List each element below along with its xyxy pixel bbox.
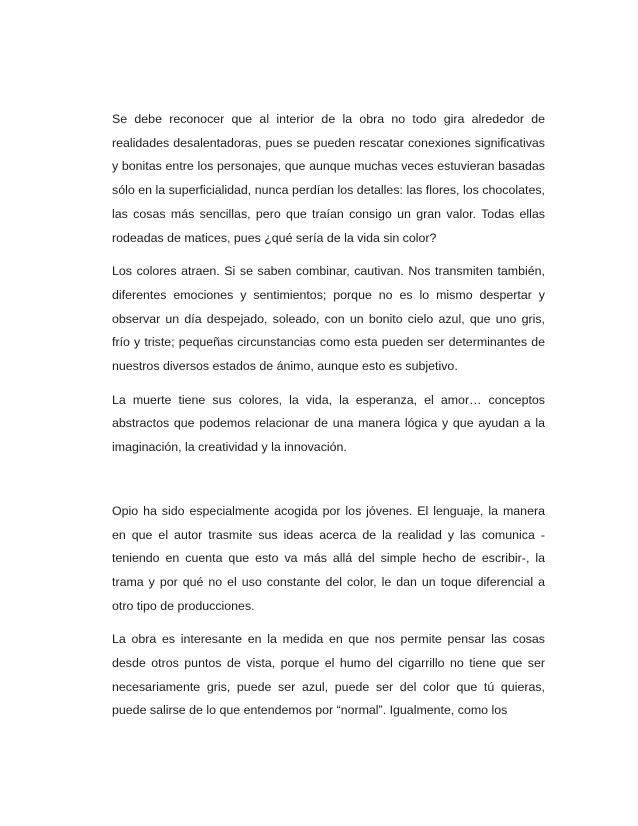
paragraph-1: Se debe reconocer que al interior de la obra no todo gira alrededor de realidades desalentadoras, pues se pueden rescatar conexiones significativas y bonitas entre los personajes, que aunque muchas veces estuvieran basadas sólo en la superficialidad, nunca perdían los detalles: las flores, los chocolates, las cosas más sencillas, pero que traían consigo un gran valor. Todas ellas rodeadas de matices, pues ¿qué sería de la vida sin color? [112,112,545,245]
document-body [112,108,545,733]
paragraph-2: Los colores atraen. Si se saben combinar, cautivan. Nos transmiten también, diferentes emociones y sentimientos; porque no es lo mismo despertar y observar un día despejado, soleado, con un bonito cielo azul, que uno gris, frío y triste; pequeñas circunstancias como esta pueden ser determinantes de nuestros diversos estados de ánimo, aunque esto es subjetivo. [112,264,545,374]
paragraph-4: Opio ha sido especialmente acogida por los jóvenes. El lenguaje, la manera en que el autor trasmite sus ideas acerca de la realidad y las comunica -teniendo en cuenta que esto va más allá del simple hecho de escribir-, la trama y por qué no el uso constante del color, le dan un toque diferencial a otro tipo de producciones. [112,503,545,613]
paragraph-5: La obra es interesante en la medida en que nos permite pensar las cosas desde otros puntos de vista, porque el humo del cigarrillo no tiene que ser necesariamente gris, puede ser azul, puede ser del color que tú quieras, puede salirse de lo que entendemos por “normal”. Igualmente, como los [112,632,545,718]
paragraph-3: La muerte tiene sus colores, la vida, la esperanza, el amor… conceptos abstractos que podemos relacionar de una manera lógica y que ayudan a la imaginación, la creatividad y la innovación. [112,392,545,455]
